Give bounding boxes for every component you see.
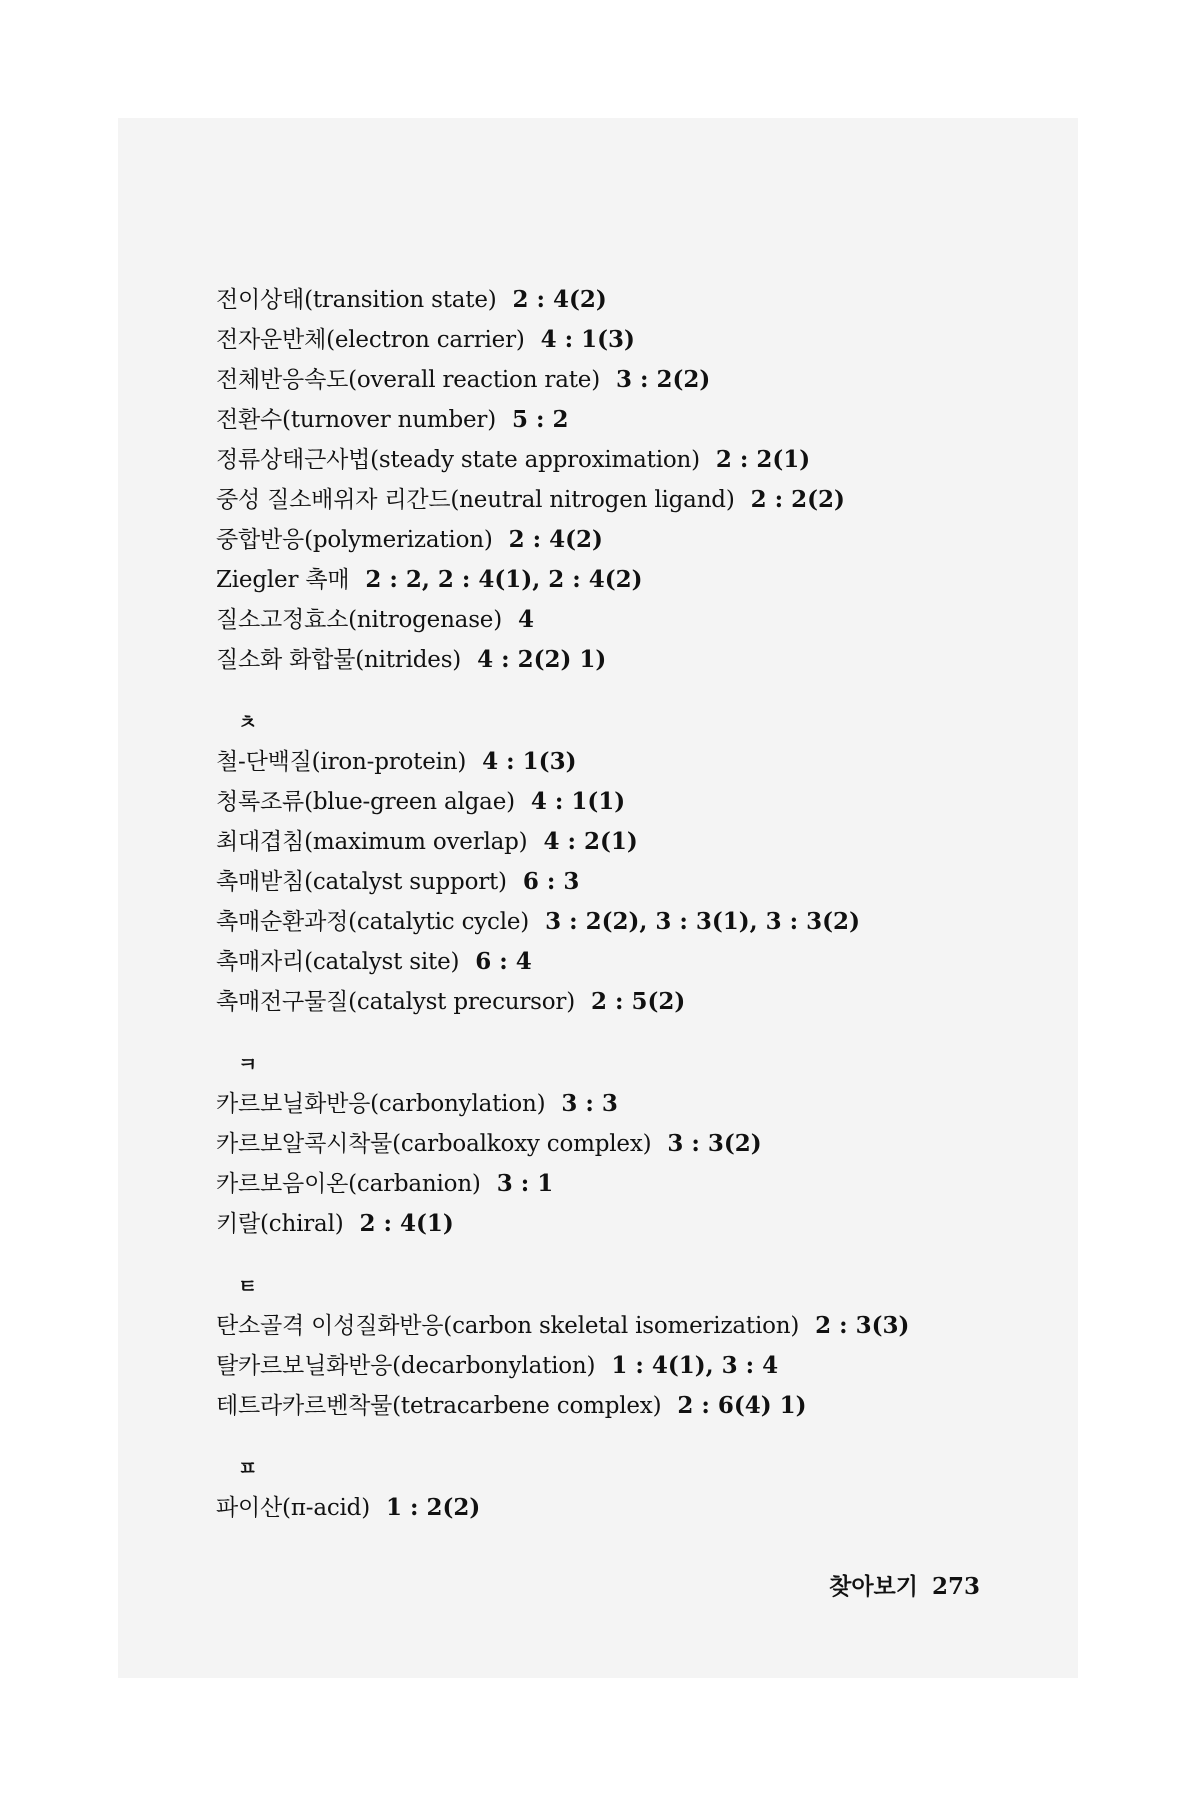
entry-reference: 4 : 2(1) <box>543 828 638 855</box>
entry-term: 청록조류(blue-green algae) <box>216 789 515 815</box>
entry-term: 촉매받침(catalyst support) <box>216 869 507 895</box>
index-entry <box>216 902 1116 942</box>
index-entry <box>216 1346 1116 1386</box>
index-entry <box>216 400 1116 440</box>
section-header: ㅌ <box>238 1274 258 1298</box>
entry-term: 전자운반체(electron carrier) <box>216 327 525 353</box>
entry-term: 탈카르보닐화반응(decarbonylation) <box>216 1353 596 1379</box>
index-entry <box>216 862 1116 902</box>
entry-term: 카르보닐화반응(carbonylation) <box>216 1091 546 1117</box>
index-entry <box>216 1204 1116 1244</box>
entry-reference: 2 : 2(1) <box>715 446 811 473</box>
index-entry <box>216 982 1116 1022</box>
entry-term: 카르보알콕시착물(carboalkoxy complex) <box>216 1131 652 1157</box>
entry-reference: 2 : 4(1) <box>359 1210 454 1237</box>
entry-term: 최대겹침(maximum overlap) <box>216 829 528 855</box>
entry-term: 촉매순환과정(catalytic cycle) <box>216 909 530 935</box>
index-entry <box>216 600 1116 640</box>
entry-term: 질소화 화합물(nitrides) <box>216 647 462 673</box>
index-entry <box>216 320 1116 360</box>
entry-reference: 2 : 5(2) <box>590 988 686 1015</box>
entry-term: 철-단백질(iron-protein) <box>216 749 467 775</box>
index-entry <box>216 1124 1116 1164</box>
entry-reference: 3 : 3(2) <box>667 1130 762 1157</box>
entry-term: 전환수(turnover number) <box>216 407 496 433</box>
index-section <box>216 280 1116 680</box>
entry-reference: 1 : 4(1), 3 : 4 <box>611 1352 779 1379</box>
entry-term: 촉매자리(catalyst site) <box>216 949 460 975</box>
entry-reference: 6 : 4 <box>475 948 532 975</box>
entry-term: Ziegler 촉매 <box>216 567 350 593</box>
entry-reference: 2 : 2, 2 : 4(1), 2 : 4(2) <box>365 566 643 593</box>
entry-term: 전체반응속도(overall reaction rate) <box>216 367 600 393</box>
index-section <box>216 1448 1116 1528</box>
entry-reference: 3 : 2(2), 3 : 3(1), 3 : 3(2) <box>545 908 860 935</box>
entry-term: 카르보음이온(carbanion) <box>216 1171 481 1197</box>
index-entry <box>216 1386 1116 1426</box>
index-entry <box>216 742 1116 782</box>
entry-term: 탄소골격 이성질화반응(carbon skeletal isomerization) <box>216 1313 800 1339</box>
entry-reference: 3 : 2(2) <box>615 366 711 393</box>
index-entry <box>216 440 1116 480</box>
footer-label: 찾아보기 <box>829 1574 918 1600</box>
index-section <box>216 1266 1116 1426</box>
section-header: ㅋ <box>238 1052 258 1076</box>
index-entry <box>216 280 1116 320</box>
entry-term: 촉매전구물질(catalyst precursor) <box>216 989 575 1015</box>
entry-reference: 4 : 2(2) 1) <box>477 646 607 673</box>
index-entry <box>216 640 1116 680</box>
entry-reference: 2 : 4(2) <box>508 526 603 553</box>
section-header: ㅊ <box>238 710 258 734</box>
index-list <box>216 280 1116 1528</box>
index-entry <box>216 1084 1116 1124</box>
index-entry <box>216 782 1116 822</box>
entry-term: 전이상태(transition state) <box>216 287 497 313</box>
index-entry <box>216 1488 1116 1528</box>
index-entry <box>216 1306 1116 1346</box>
entry-term: 키랄(chiral) <box>216 1211 344 1237</box>
entry-reference: 4 : 1(1) <box>530 788 626 815</box>
page-footer <box>829 1568 980 1601</box>
entry-reference: 2 : 3(3) <box>815 1312 910 1339</box>
entry-reference: 3 : 3 <box>561 1090 618 1117</box>
entry-reference: 6 : 3 <box>522 868 580 895</box>
index-entry <box>216 560 1116 600</box>
index-entry <box>216 360 1116 400</box>
index-entry <box>216 822 1116 862</box>
entry-term: 질소고정효소(nitrogenase) <box>216 607 502 633</box>
entry-reference: 4 <box>517 606 534 633</box>
page-number: 273 <box>931 1573 980 1600</box>
entry-term: 테트라카르벤착물(tetracarbene complex) <box>216 1393 662 1419</box>
entry-reference: 1 : 2(2) <box>385 1494 481 1521</box>
entry-reference: 2 : 6(4) 1) <box>677 1392 807 1419</box>
section-header: ㅍ <box>238 1456 258 1480</box>
entry-reference: 2 : 2(2) <box>750 486 845 513</box>
index-section <box>216 702 1116 1022</box>
entry-reference: 4 : 1(3) <box>540 326 635 353</box>
entry-reference: 4 : 1(3) <box>482 748 577 775</box>
entry-reference: 5 : 2 <box>512 406 569 433</box>
entry-reference: 3 : 1 <box>496 1170 554 1197</box>
entry-term: 정류상태근사법(steady state approximation) <box>216 447 700 473</box>
entry-term: 파이산(π-acid) <box>216 1495 370 1521</box>
index-entry <box>216 942 1116 982</box>
index-entry <box>216 480 1116 520</box>
entry-term: 중합반응(polymerization) <box>216 527 493 553</box>
index-section <box>216 1044 1116 1244</box>
index-entry <box>216 1164 1116 1204</box>
entry-reference: 2 : 4(2) <box>512 286 607 313</box>
entry-term: 중성 질소배위자 리간드(neutral nitrogen ligand) <box>216 487 735 513</box>
index-entry <box>216 520 1116 560</box>
